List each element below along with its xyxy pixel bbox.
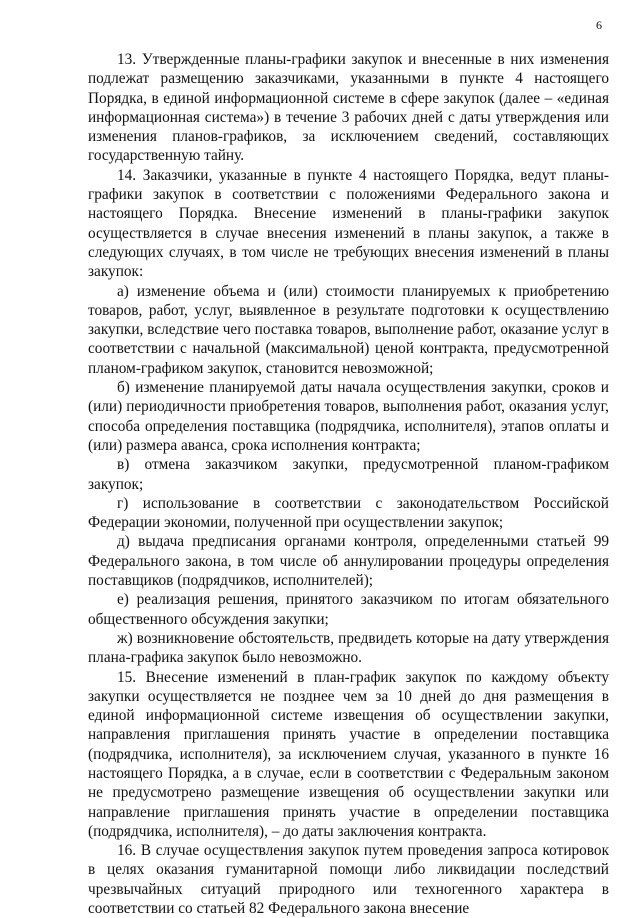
paragraph-14-item-b: б) изменение планируемой даты начала осуществления закупки, сроков и (или) периодичности приобретения товаров, выполнения работ, оказания услуг, способа определения поставщика (подрядчика, исполнителя), этапов оплаты и (или) размера аванса, срока исполнения контракта; [88, 379, 609, 454]
paragraph-14: 14. Заказчики, указанные в пункте 4 настоящего Порядка, ведут планы-графики закупок в соответствии с положениями Федерального закона и настоящего Порядка. Внесение изменений в планы-графики закупок осуществляется в случае внесения изменений в планы закупок, а также в следующих случаях, в том числе не требующих внесения изменений в планы закупок: [88, 166, 609, 281]
paragraph-16: 16. В случае осуществления закупок путем проведения запроса котировок в целях оказания гуманитарной помощи либо ликвидации последствий чрезвычайных ситуаций природного или техногенного характера в соответствии со статьей 82 Федерального закона внесение [88, 842, 609, 918]
paragraph-15: 15. Внесение изменений в план-график закупок по каждому объекту закупки осуществляется не позднее чем за 10 дней до дня размещения в единой информационной системе извещения об осуществлении закупки, направления приглашения принять участие в определении поставщика (подрядчика, исполнителя), за исключением случая, указанного в пункте 16 настоящего Порядка, а в случае, если в соответствии с Федеральным законом не предусмотрено размещение извещения об осуществлении закупки или направление приглашения принять участие в определении поставщика (подрядчика, исполнителя), – до даты заключения контракта. [88, 668, 609, 840]
paragraph-14-item-g: г) использование в соответствии с законодательством Российской Федерации экономии, полученной при осуществлении закупок; [88, 494, 609, 532]
paragraph-14-item-e: е) реализация решения, принятого заказчиком по итогам обязательного общественного обсуждения закупки; [88, 591, 609, 628]
page-number: 6 [596, 18, 602, 32]
paragraph-14-item-v: в) отмена заказчиком закупки, предусмотренной планом-графиком закупок; [88, 456, 609, 493]
paragraph-14-item-a: а) изменение объема и (или) стоимости планируемых к приобретению товаров, работ, услуг, выявленное в результате подготовки к осуществлению закупки, вследствие чего поставка товаров, выполнение работ, оказание услуг в соответствии с начальной (максимальной) ценой контракта, предусмотренной планом-графиком закупок, становится невозможной; [88, 282, 609, 377]
paragraph-14-item-d: д) выдача предписания органами контроля, определенными статьей 99 Федерального закона, в том числе об аннулировании процедуры определения поставщиков (подрядчиков, исполнителей); [88, 533, 609, 590]
document-body [88, 50, 609, 918]
paragraph-14-item-zh: ж) возникновение обстоятельств, предвидеть которые на дату утверждения плана-графика закупок было невозможно. [88, 629, 609, 667]
paragraph-13: 13. Утвержденные планы-графики закупок и внесенные в них изменения подлежат размещению заказчиками, указанными в пункте 4 настоящего Порядка, в единой информационной системе в сфере закупок (далее – «единая информационная система») в течение 3 рабочих дней с даты утверждения или изменения планов-графиков, за исключением сведений, составляющих государственную тайну. [88, 51, 609, 165]
